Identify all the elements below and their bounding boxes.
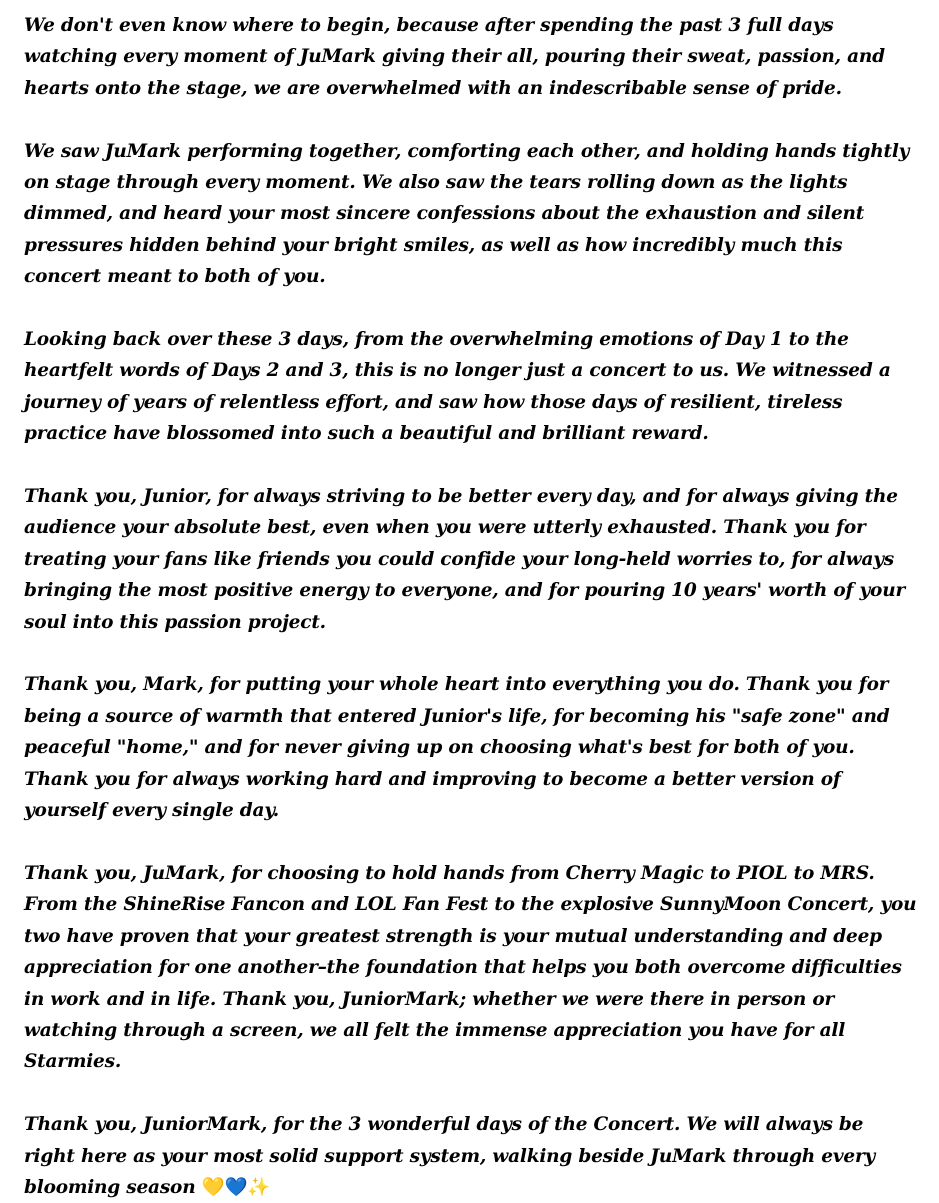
closing-text: Thank you, JuniorMark, for the 3 wonderful days of the Concert. We will always be right here as your most solid support system, walking beside JuMark through every blooming season — [24, 1114, 876, 1198]
sparkles-icon: ✨ — [247, 1176, 271, 1198]
paragraph-closing — [24, 1109, 919, 1203]
yellow-heart-icon: 💛 — [201, 1176, 225, 1198]
paragraph-looking-back: Looking back over these 3 days, from the overwhelming emotions of Day 1 to the heartfelt words of Days 2 and 3, this is no longer just a concert to us. We witnessed a journey of years of relentless effort, and saw how those days of resilient, tireless practice have blossomed into such a beautiful and brilliant reward. — [24, 329, 891, 445]
paragraph-thank-mark: Thank you, Mark, for putting your whole heart into everything you do. Thank you for being a source of warmth that entered Junior's life, for becoming his "safe zone" and peaceful "home," and for never giving up on choosing what's best for both of you. Thank you for always working hard and improving to become a better version of yourself every single day. — [24, 674, 890, 822]
paragraph-thank-jumark: Thank you, JuMark, for choosing to hold hands from Cherry Magic to PIOL to MRS. From the ShineRise Fancon and LOL Fan Fest to the explosive SunnyMoon Concert, you two have proven that your greatest strength is your mutual understanding and deep appreciation for one another–the foundation that helps you both overcome difficulties in work and in life. Thank you, JuniorMark; whether we were there in person or watching through a screen, we all felt the immense appreciation you have for all Starmies. — [24, 862, 917, 1073]
paragraph-intro: We don't even know where to begin, because after spending the past 3 full days watching every moment of JuMark giving their all, pouring their sweat, passion, and hearts onto the stage, we are overwhelmed with an indescribable sense of pride. — [24, 15, 885, 99]
paragraph-thank-junior: Thank you, Junior, for always striving to be better every day, and for always giving the audience your absolute best, even when you were utterly exhausted. Thank you for treating your fans like friends you could confide your long-held worries to, for always bringing the most positive energy to everyone, and for pouring 10 years' worth of your soul into this passion project. — [24, 486, 905, 633]
blue-heart-icon: 💙 — [224, 1176, 248, 1198]
letter-body — [24, 10, 919, 1203]
paragraph-performing-together: We saw JuMark performing together, comforting each other, and holding hands tightly on stage through every moment. We also saw the tears rolling down as the lights dimmed, and heard your most sincere confessions about the exhaustion and silent pressures hidden behind your bright smiles, as well as how incredibly much this concert meant to both of you. — [24, 140, 910, 288]
